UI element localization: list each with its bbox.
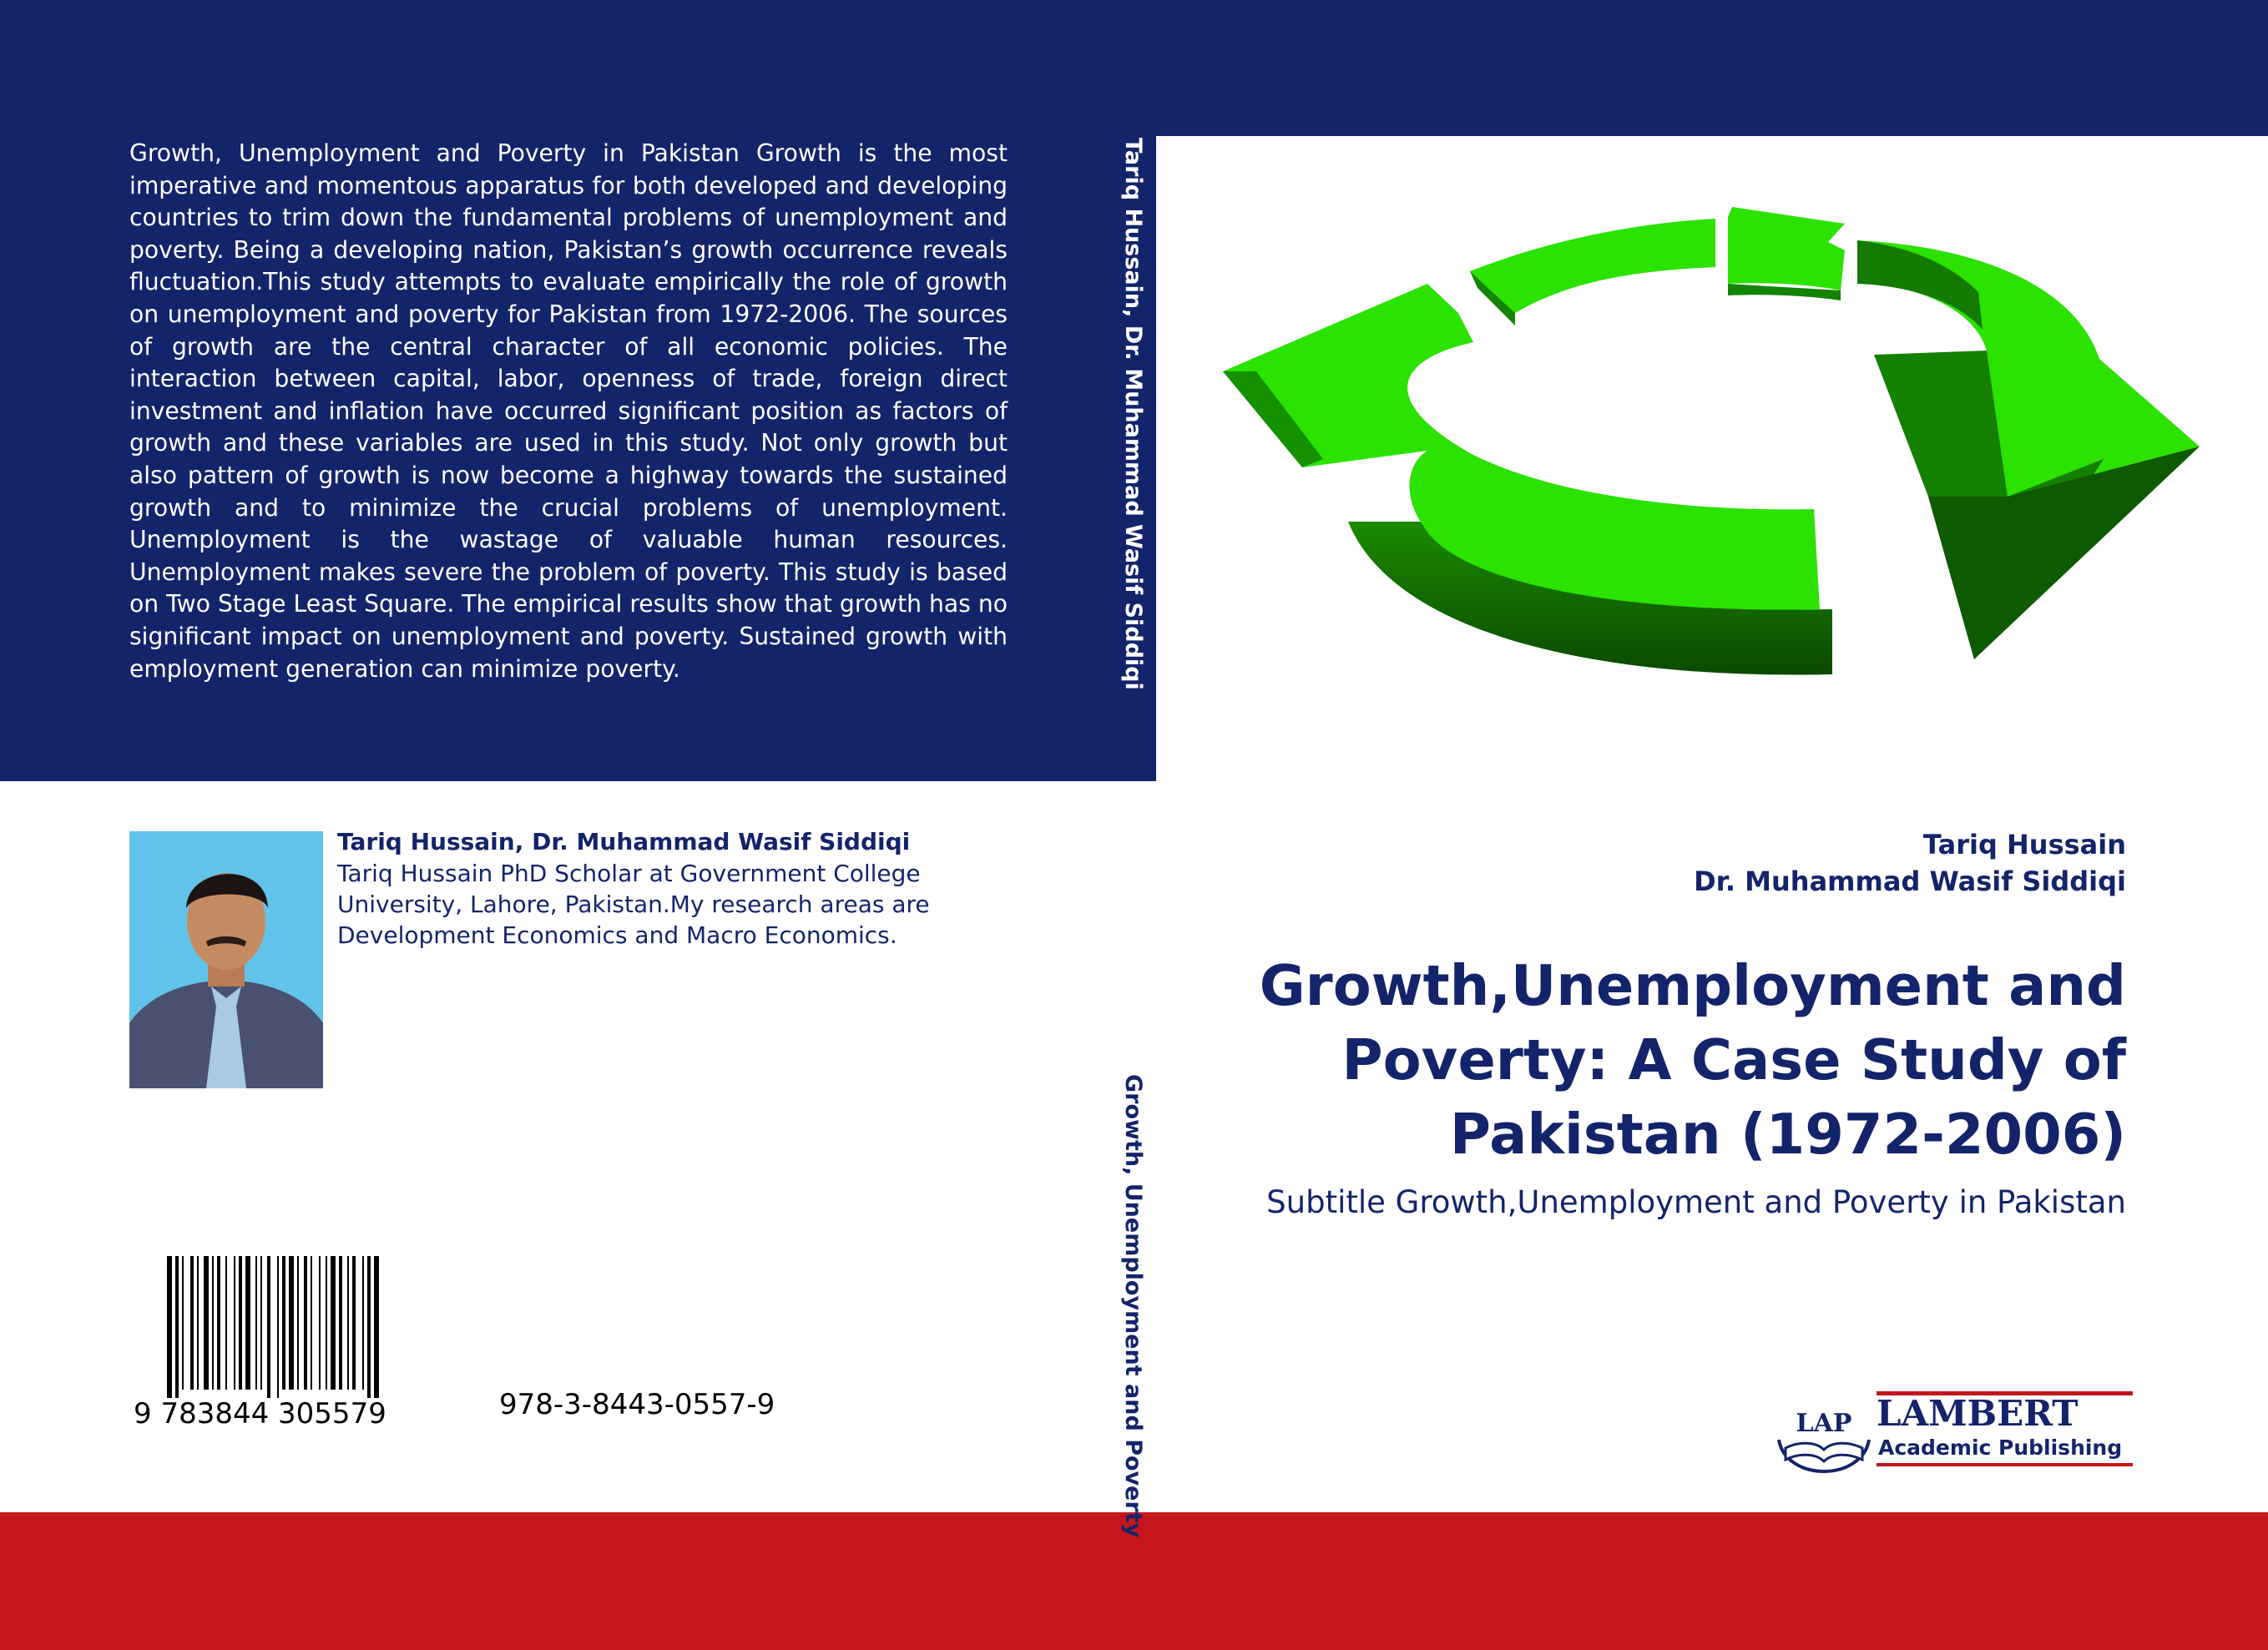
isbn-number: 978-3-8443-0557-9 bbox=[499, 1388, 775, 1421]
barcode-bar bbox=[289, 1256, 294, 1390]
publisher-logo bbox=[1774, 1390, 2133, 1473]
barcode-bar bbox=[362, 1256, 364, 1390]
top-color-band bbox=[0, 0, 2268, 136]
recycling-arrows-graphic bbox=[1223, 192, 2200, 726]
barcode-bar bbox=[255, 1256, 257, 1390]
author-bio-text: Tariq Hussain PhD Scholar at Government College University, Lahore, Pakistan.My research areas are Development Economics and Macro Economics. bbox=[337, 860, 930, 949]
barcode-bar bbox=[175, 1256, 179, 1398]
barcode-bar bbox=[267, 1256, 270, 1398]
barcode-bar bbox=[297, 1256, 299, 1390]
publisher-name: LAMBERT bbox=[1877, 1393, 2079, 1434]
barcode-bar bbox=[282, 1256, 285, 1390]
barcode-bar bbox=[347, 1256, 349, 1390]
barcode-bar bbox=[311, 1256, 312, 1390]
laurel-book-icon bbox=[1779, 1440, 1869, 1471]
front-cover-authors bbox=[1694, 826, 2126, 900]
barcode-bar bbox=[374, 1256, 379, 1398]
barcode-bar bbox=[277, 1256, 279, 1398]
barcode-bar bbox=[204, 1256, 209, 1390]
front-author-2: Dr. Muhammad Wasif Siddiqi bbox=[1694, 865, 2126, 897]
logo-initials: LAP bbox=[1796, 1409, 1852, 1438]
barcode-bar bbox=[352, 1256, 356, 1390]
book-subtitle: Subtitle Growth,Unemployment and Poverty in Pakistan bbox=[1266, 1184, 2126, 1220]
barcode-bar bbox=[225, 1256, 227, 1390]
barcode-bar bbox=[326, 1256, 327, 1390]
barcode-bar bbox=[190, 1256, 194, 1390]
barcode-bar bbox=[212, 1256, 214, 1390]
spine-authors: Tariq Hussain, Dr. Muhammad Wasif Siddiqi bbox=[1120, 138, 1146, 690]
barcode-bar bbox=[260, 1256, 262, 1390]
barcode-bar bbox=[197, 1256, 199, 1390]
publisher-tagline: Academic Publishing bbox=[1878, 1436, 2123, 1460]
barcode-bar bbox=[217, 1256, 220, 1390]
spine-title: Growth, Unemployment and Poverty bbox=[1120, 1074, 1146, 1538]
book-title: Growth,Unemployment and Poverty: A Case Study of Pakistan (1972-2006) bbox=[1259, 953, 2126, 1167]
barcode-digits: 9 783844 305579 bbox=[134, 1397, 386, 1431]
back-cover-blurb: Growth, Unemployment and Poverty in Pakistan Growth is the most imperative and momentous apparatus for both developed and developing countries to trim down the fundamental problems of unemployment and poverty. Being a developing nation, Pakistan’s growth occurrence reveals fluctuation.This study attempts to evaluate empirically the role of growth on unemployment and poverty for Pakistan from 1972-2006. The sources of growth are the central character of all economic policies. The interaction between capital, labor, openness of trade, foreign direct investment and inflation have occurred significant position as factors of growth and these variables are used in this study. Not only growth but also pattern of growth is now become a highway towards the sustained growth and to minimize the crucial problems of unemployment. Unemployment is the wastage of valuable human resources. Unemployment makes severe the problem of poverty. This study is based on Two Stage Least Square. The empirical results show that growth has no significant impact on unemployment and poverty. Sustained growth with employment generation can minimize poverty. bbox=[129, 139, 1008, 683]
front-author-1: Tariq Hussain bbox=[1922, 829, 2126, 860]
barcode-bar bbox=[239, 1256, 242, 1390]
barcode-bar bbox=[167, 1256, 172, 1398]
barcode-bar bbox=[319, 1256, 321, 1390]
barcode-bar bbox=[339, 1256, 342, 1390]
isbn-barcode bbox=[134, 1256, 467, 1456]
barcode-bar bbox=[245, 1256, 250, 1390]
barcode-bar bbox=[304, 1256, 307, 1390]
barcode-bar bbox=[234, 1256, 235, 1390]
author-photo bbox=[129, 831, 323, 1088]
barcode-bar bbox=[182, 1256, 184, 1390]
barcode-bar bbox=[331, 1256, 336, 1390]
barcode-bar bbox=[367, 1256, 371, 1398]
bio-author-names: Tariq Hussain, Dr. Muhammad Wasif Siddiqi bbox=[337, 828, 911, 855]
